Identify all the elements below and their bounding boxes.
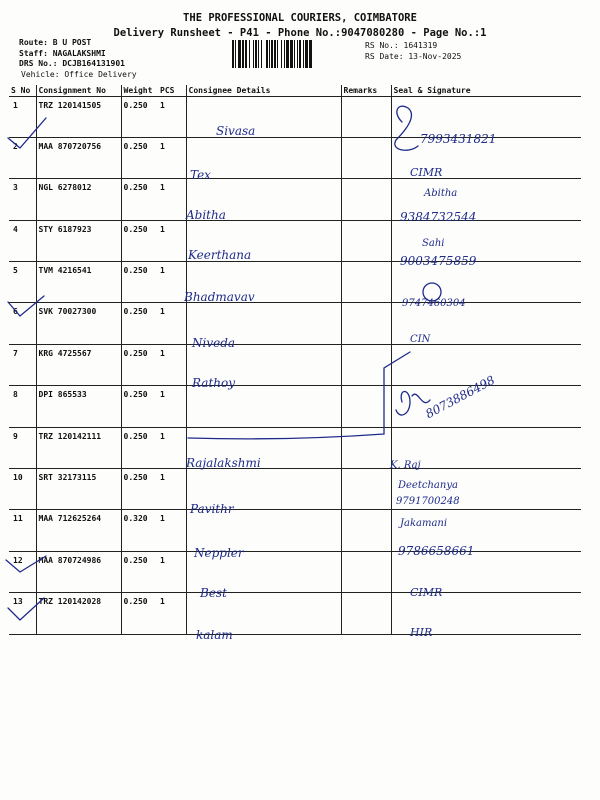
row-consignment-no: MAA 870720756 [36,137,121,178]
handwritten-signature: 9384732544 [400,210,477,224]
staff-label: Staff: NAGALAKSHMI [19,48,106,58]
row-remarks [341,593,391,634]
handwritten-signature: CIMR [410,586,443,599]
handwritten-signature: HIR [410,626,433,639]
row-consignment-no: MAA 712625264 [36,510,121,551]
col-sno-header: S No [9,85,36,96]
row-sno: 12 [9,551,36,592]
handwritten-signature: 8073886498 [423,372,498,422]
row-remarks [341,386,391,427]
row-remarks [341,262,391,303]
row-pcs: 1 [158,303,186,344]
row-remarks [341,551,391,592]
barcode [232,40,358,68]
row-sno: 5 [9,262,36,303]
row-remarks [341,303,391,344]
row-consignment-no: MAA 870724986 [36,551,121,592]
row-weight: 0.250 [121,303,158,344]
runsheet-table [9,85,581,635]
col-pcs-header: PCS [158,85,186,96]
row-weight: 0.250 [121,262,158,303]
row-weight: 0.250 [121,386,158,427]
row-sno: 9 [9,427,36,468]
rs-date: RS Date: 13-Nov-2025 [365,51,462,61]
col-remarks-header: Remarks [341,85,391,96]
meta-right [365,41,461,62]
barcode-bar [312,40,313,68]
row-remarks [341,427,391,468]
row-consignment-no: STY 6187923 [36,220,121,261]
table-row [9,593,581,634]
row-weight: 0.250 [121,593,158,634]
row-remarks [341,220,391,261]
row-pcs: 1 [158,551,186,592]
handwritten-signature: CIN [410,334,431,345]
table-row [9,427,581,468]
handwritten-name: Sivasa [216,124,256,138]
handwritten-signature: CIMR [410,166,443,179]
row-consignee-details [186,386,341,427]
row-remarks [341,179,391,220]
row-weight: 0.250 [121,469,158,510]
row-pcs: 1 [158,386,186,427]
row-remarks [341,96,391,137]
vehicle-label: Vehicle: Office Delivery [21,69,137,79]
row-sno: 6 [9,303,36,344]
table-row [9,344,581,385]
handwritten-signature: Deetchanya [398,480,458,491]
row-weight: 0.320 [121,510,158,551]
row-consignment-no: TRZ 120142028 [36,593,121,634]
row-pcs: 1 [158,469,186,510]
runsheet-subtitle: Delivery Runsheet - P41 - Phone No.:9047080280 - Page No.:1 [113,27,487,39]
row-pcs: 1 [158,137,186,178]
table-row [9,551,581,592]
row-pcs: 1 [158,510,186,551]
row-weight: 0.250 [121,551,158,592]
handwritten-name: Niveda [192,336,236,350]
route-label: Route: B U POST [19,38,92,47]
row-sno: 8 [9,386,36,427]
row-weight: 0.250 [121,427,158,468]
handwritten-name: Bhadmavav [184,290,255,304]
row-consignment-no: TRZ 120141505 [36,96,121,137]
col-consignee-header: Consignee Details [186,85,341,96]
handwritten-signature: 9747460304 [402,298,466,309]
table-row [9,303,581,344]
handwritten-name: kalam [196,628,233,642]
row-sno: 4 [9,220,36,261]
handwritten-signature: Jakamani [400,518,448,529]
handwritten-signature: K. Raj [390,460,421,471]
table-header-row [9,85,581,96]
drs-label: DRS No.: DCJB164131901 [19,59,125,68]
handwritten-name: Best [200,586,227,600]
row-weight: 0.250 [121,344,158,385]
row-weight: 0.250 [121,179,158,220]
row-pcs: 1 [158,262,186,303]
table-row [9,469,581,510]
handwritten-signature: 9003475859 [400,254,477,268]
page-title: THE PROFESSIONAL COURIERS, COIMBATORE [183,12,417,24]
row-sno: 7 [9,344,36,385]
row-remarks [341,344,391,385]
row-pcs: 1 [158,220,186,261]
handwritten-signature: Abitha [424,188,458,199]
handwritten-name: Tex [190,168,211,182]
row-remarks [341,469,391,510]
row-consignment-no: NGL 6278012 [36,179,121,220]
col-seal-header: Seal & Signature [391,85,581,96]
row-weight: 0.250 [121,220,158,261]
row-pcs: 1 [158,179,186,220]
row-weight: 0.250 [121,96,158,137]
table-row [9,510,581,551]
handwritten-name: Rathoy [192,376,236,390]
handwritten-signature: 9786658661 [398,544,475,558]
row-consignment-no: KRG 4725567 [36,344,121,385]
col-consignment-header: Consignment No [36,85,121,96]
table-row [9,262,581,303]
row-pcs: 1 [158,96,186,137]
row-sno: 1 [9,96,36,137]
row-consignment-no: SRT 32173115 [36,469,121,510]
handwritten-name: Pavithr [190,502,234,516]
meta-left [19,38,137,80]
handwritten-name: Neppler [194,546,244,560]
col-weight-header: Weight [121,85,158,96]
row-pcs: 1 [158,593,186,634]
row-seal-signature [391,386,581,427]
rs-number: RS No.: 1641319 [365,41,438,50]
row-sno: 2 [9,137,36,178]
handwritten-name: Keerthana [188,248,252,262]
row-pcs: 1 [158,344,186,385]
row-remarks [341,137,391,178]
row-sno: 10 [9,469,36,510]
table-row [9,386,581,427]
table-row [9,179,581,220]
row-pcs: 1 [158,427,186,468]
row-consignment-no: DPI 865533 [36,386,121,427]
row-consignee-details [186,96,341,137]
row-sno: 3 [9,179,36,220]
row-consignment-no: SVK 70027300 [36,303,121,344]
table-row [9,220,581,261]
row-consignment-no: TRZ 120142111 [36,427,121,468]
row-sno: 13 [9,593,36,634]
row-weight: 0.250 [121,137,158,178]
handwritten-signature: Sahi [422,238,445,249]
row-consignment-no: TVM 4216541 [36,262,121,303]
handwritten-name: Abitha [186,208,226,222]
handwritten-signature: 7993431821 [420,132,497,146]
row-sno: 11 [9,510,36,551]
handwritten-signature: 9791700248 [396,496,460,507]
row-remarks [341,510,391,551]
handwritten-name: Rajalakshmi [186,456,261,470]
